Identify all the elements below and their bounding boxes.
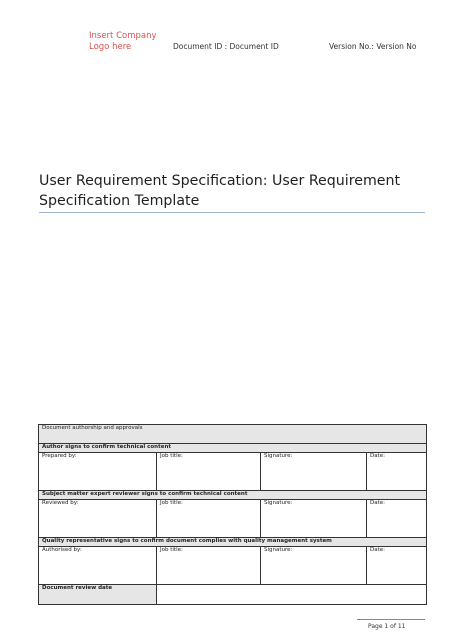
document-title-line-2: Specification Template bbox=[39, 193, 200, 209]
section-title-reviewer: Subject matter expert reviewer signs to confirm technical content bbox=[39, 491, 427, 500]
page-number: Page 1 of 11 bbox=[368, 623, 406, 630]
title-underline bbox=[39, 212, 425, 213]
prepared-by-cell[interactable]: Prepared by: bbox=[39, 453, 157, 491]
logo-line-1: Insert Company bbox=[89, 31, 157, 41]
author-job-title-cell[interactable]: Job title: bbox=[157, 453, 261, 491]
author-date-cell[interactable]: Date: bbox=[367, 453, 427, 491]
footer-rule bbox=[357, 619, 425, 620]
company-logo-placeholder bbox=[89, 31, 157, 53]
review-date-value-cell[interactable] bbox=[157, 585, 427, 605]
quality-signature-cell[interactable]: Signature: bbox=[261, 547, 367, 585]
reviewer-date-cell[interactable]: Date: bbox=[367, 500, 427, 538]
authorised-by-cell[interactable]: Authorised by: bbox=[39, 547, 157, 585]
quality-job-title-cell[interactable]: Job title: bbox=[157, 547, 261, 585]
review-date-label: Document review date bbox=[39, 585, 157, 605]
author-signature-cell[interactable]: Signature: bbox=[261, 453, 367, 491]
reviewed-by-cell[interactable]: Reviewed by: bbox=[39, 500, 157, 538]
reviewer-job-title-cell[interactable]: Job title: bbox=[157, 500, 261, 538]
logo-line-2: Logo here bbox=[89, 42, 132, 52]
reviewer-signature-cell[interactable]: Signature: bbox=[261, 500, 367, 538]
approvals-heading: Document authorship and approvals bbox=[39, 425, 427, 444]
section-title-author: Author signs to confirm technical content bbox=[39, 444, 427, 453]
header-version: Version No.: Version No bbox=[329, 42, 417, 51]
document-title bbox=[39, 171, 439, 211]
document-title-line-1: User Requirement Specification: User Requirement bbox=[39, 173, 401, 189]
section-title-quality: Quality representative signs to confirm document complies with quality management system bbox=[39, 538, 427, 547]
header-document-id: Document ID : Document ID bbox=[173, 42, 279, 51]
approvals-table bbox=[38, 424, 427, 605]
quality-date-cell[interactable]: Date: bbox=[367, 547, 427, 585]
